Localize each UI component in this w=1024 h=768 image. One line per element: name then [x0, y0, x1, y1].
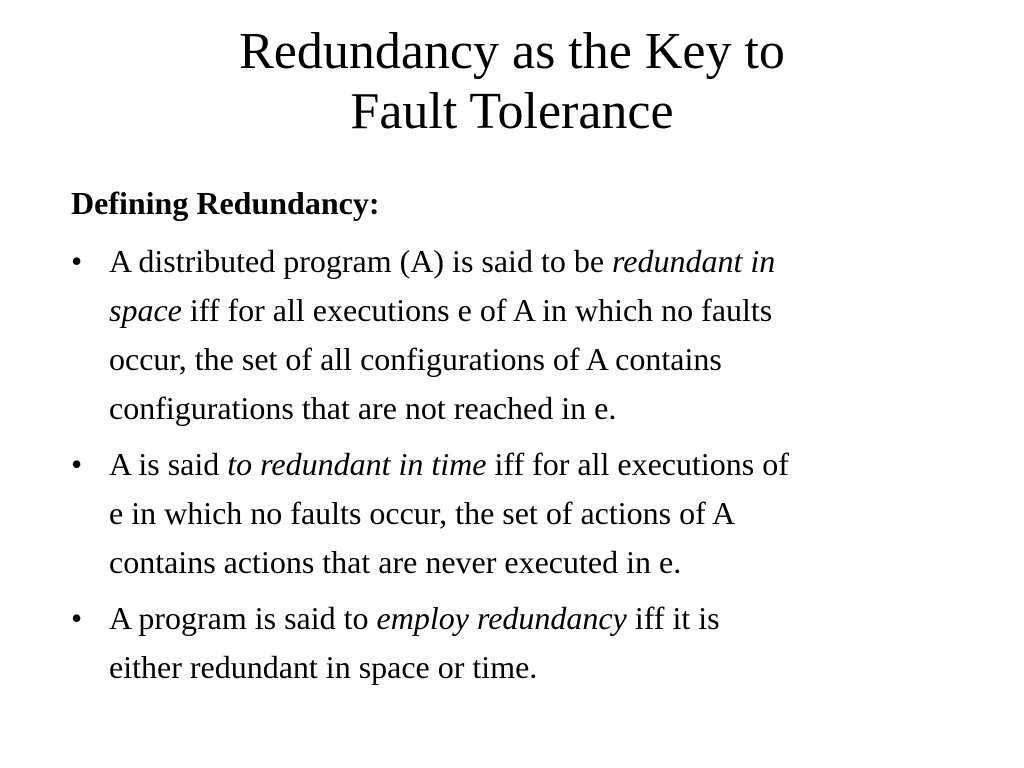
- bullet-dot-icon: •: [71, 446, 83, 482]
- bullet-item: [71, 594, 971, 692]
- bullet-item: [71, 440, 971, 587]
- emphasized-term: redundant in: [612, 243, 776, 279]
- bullet-line: [109, 594, 971, 643]
- bullet-text: e in which no faults occur, the set of actions of A: [109, 495, 736, 531]
- emphasized-term: to redundant in time: [227, 446, 487, 482]
- section-heading: Defining Redundancy:: [71, 185, 380, 221]
- bullet-list: [71, 237, 971, 699]
- bullet-line: [109, 384, 971, 433]
- bullet-text: iff it is: [626, 600, 720, 636]
- bullet-text: either redundant in space or time.: [109, 649, 538, 685]
- bullet-line: [109, 237, 971, 286]
- bullet-text: configurations that are not reached in e.: [109, 390, 617, 426]
- bullet-text: occur, the set of all configurations of A contains: [109, 341, 722, 377]
- emphasized-term: employ redundancy: [376, 600, 627, 636]
- bullet-item: [71, 237, 971, 433]
- bullet-dot-icon: •: [71, 243, 83, 279]
- bullet-text: iff for all executions e of A in which no faults: [181, 292, 773, 328]
- bullet-line: [109, 538, 971, 587]
- bullet-dot-icon: •: [71, 600, 83, 636]
- title-line-2: Fault Tolerance: [350, 83, 674, 140]
- bullet-line: [109, 643, 971, 692]
- bullet-text: A program is said to: [109, 600, 377, 636]
- bullet-line: [109, 489, 971, 538]
- bullet-line: [109, 440, 971, 489]
- bullet-text: A distributed program (A) is said to be: [109, 243, 613, 279]
- emphasized-term: space: [109, 292, 182, 328]
- bullet-text: A is said: [109, 446, 228, 482]
- bullet-text: contains actions that are never executed in e.: [109, 544, 682, 580]
- bullet-text: iff for all executions of: [486, 446, 789, 482]
- slide-title: [0, 22, 1024, 142]
- bullet-line: [109, 335, 971, 384]
- bullet-line: [109, 286, 971, 335]
- title-line-1: Redundancy as the Key to: [239, 23, 785, 80]
